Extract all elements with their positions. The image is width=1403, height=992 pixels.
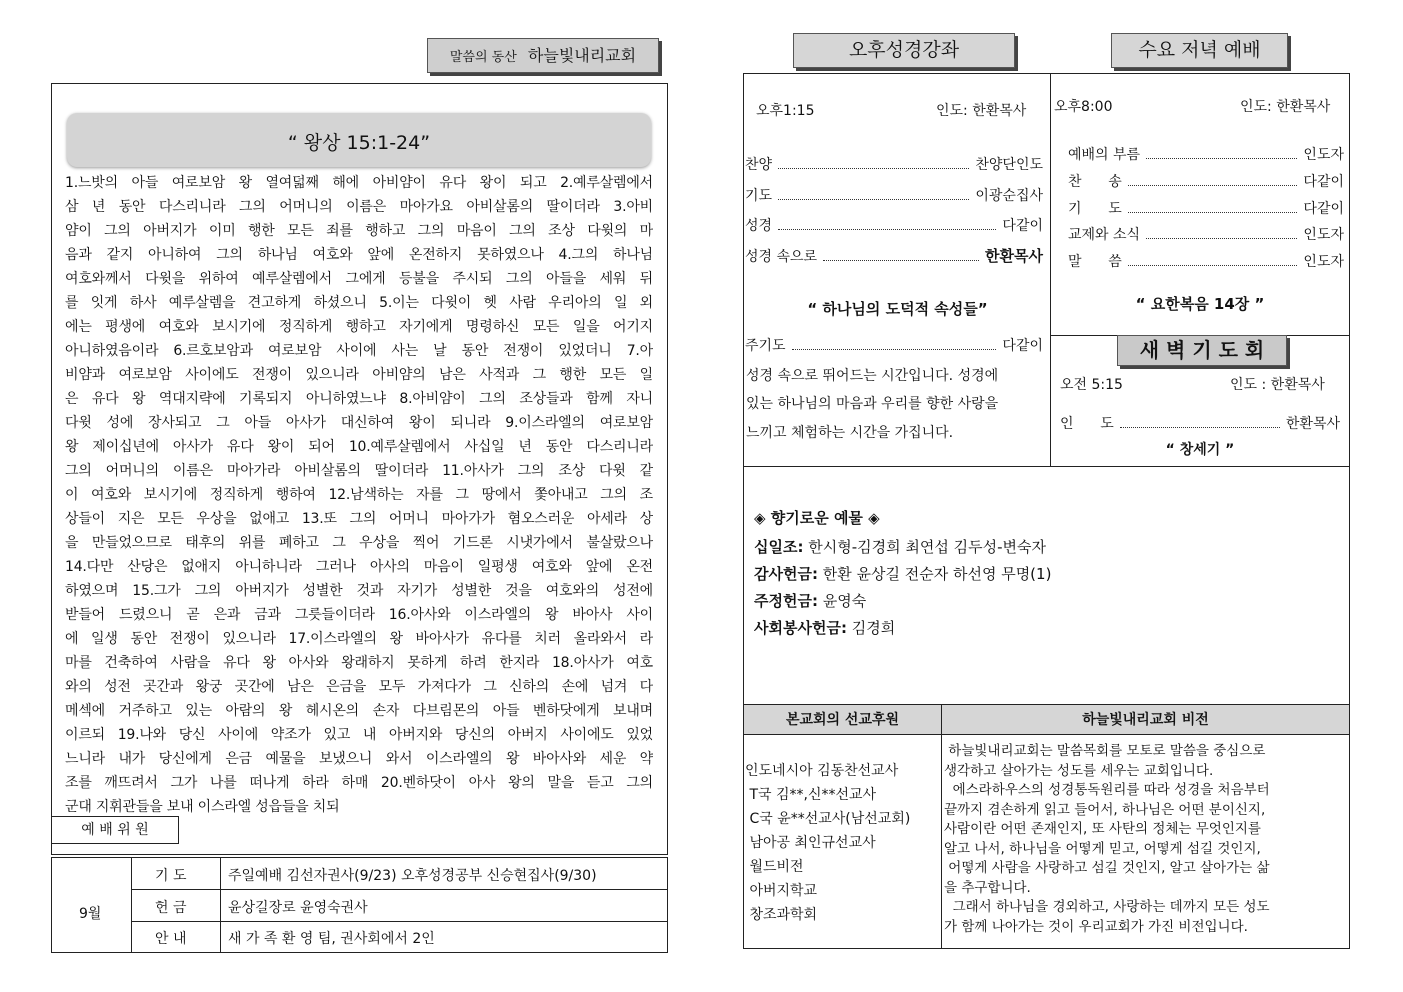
offering-row-social: 사회봉사헌금: 김경희 [754,619,896,637]
scripture-line: 에 일생 동안 전쟁이 있으니라 17.이스라엘의 왕 바아사가 유다를 치러 올라와서 라 [65,631,653,647]
vision-line: 하늘빛내리교회는 말씀목회를 모토로 말씀을 중심으로 [944,743,1266,759]
afternoon-description-line: 성경 속으로 뛰어드는 시간입니다. 성경에 [746,368,999,384]
worship-committee-title: 예 배 위 원 [81,822,149,838]
afternoon-item-prayer: 기도 이광순집사 [745,188,1043,204]
afternoon-description-line: 있는 하나님의 마음과 우리를 향한 사랑을 [746,396,999,412]
committee-people-offering: 윤상길장로 윤영숙권사 [228,900,368,916]
church-header [427,38,659,73]
afternoon-item-lords-prayer: 주기도 다같이 [745,338,1043,354]
wednesday-item-hymn: 찬 송 다같이 [1068,174,1344,190]
table-divider [131,921,668,922]
wednesday-item-call: 예배의 부름 인도자 [1068,147,1344,163]
vision-line: 을 추구합니다. [944,879,1031,896]
table-divider [131,889,668,890]
wednesday-time: 오후8:00 [1054,99,1113,115]
dawn-leader: 인도 : 한환목사 [1230,377,1325,393]
vision-line: 생각하고 살아가는 성도를 세우는 교회입니다. [944,762,1214,779]
missions-header: 본교회의 선교후원 [785,712,900,728]
scripture-line: 마를 건축하여 사람을 유다 왕 아사와 왕래하지 못하게 하려 한지라 18.아사가 여호 [65,655,653,671]
scripture-line: 삼 년 동안 다스리니라 그의 어머니의 이름은 마아가요 아비살롬의 딸이더라 3.아비 [65,199,653,215]
column-divider [941,704,942,949]
wednesday-item-sermon: 말 씀 인도자 [1068,254,1344,270]
scripture-title-banner [67,113,651,167]
afternoon-sermon-title: “ 하나님의 도덕적 속성들” [807,300,988,318]
wednesday-sermon-title: “ 요한복음 14장 ” [1135,295,1265,313]
dawn-item-leader: 인 도 한환목사 [1060,416,1340,432]
afternoon-item-into-bible: 성경 속으로 한환목사 [745,247,1043,265]
worship-committee-title-box [51,816,179,844]
wednesday-leader: 인도: 한환목사 [1240,99,1331,115]
vision-text [944,742,1346,937]
afternoon-title: 오후성경강좌 [848,39,960,61]
mission-item: 창조과학회 [745,907,818,923]
afternoon-item-praise: 찬양 찬양단인도 [745,157,1043,173]
committee-people-prayer: 주일예배 김선자권사(9/23) 오후성경공부 신승현집사(9/30) [228,868,597,884]
afternoon-title-pill [793,33,1015,68]
vision-line: 가 함께 나아가는 것이 우리교회가 가진 비전입니다. [944,918,1248,935]
vision-line: 사람이란 어떤 존재인지, 또 사탄의 정체는 무엇인지를 [944,821,1261,837]
mission-item: T국 김**,신**선교사 [745,787,877,803]
scripture-line: 이 여호와 보시기에 정직하게 행하여 12.남색하는 자를 그 땅에서 쫓아내고 그의 조 [65,487,653,503]
offering-row-weekly: 주정헌금: 윤영숙 [754,592,867,610]
section-divider [743,466,1350,467]
scripture-line: 은 유다 왕 역대지략에 기록되지 아니하였느냐 8.아비얌이 그의 조상들과 함께 자니 [65,391,653,407]
scripture-line: 느니라 내가 당신에게 은금 예물을 보냈으니 와서 이스라엘의 왕 바아사와 세운 약 [65,751,653,767]
mission-item: 월드비전 [745,859,804,875]
scripture-line: 그의 어머니의 이름은 마아가라 아비살롬의 딸이더라 11.아사가 그의 조상 다윗 같 [65,463,653,479]
offering-row-thanks: 감사헌금: 한환 윤상길 전순자 하선영 무명(1) [754,565,1052,583]
column-divider [1050,73,1051,466]
scripture-line: 비얌과 여로보암 사이에도 전쟁이 있으니라 아비얌의 남은 사적과 그 행한 모든 일 [65,367,653,383]
scripture-line: 14.다만 산당은 없애지 아니하니라 그러나 아사의 마음이 일평생 여호와 앞에 온전 [65,559,653,575]
vision-line: 그래서 하나님을 경외하고, 사랑하는 데까지 모든 성도 [944,899,1270,915]
vision-line: 에스라하우스의 성경통독원리를 따라 성경을 처음부터 [944,782,1270,798]
scripture-line: 아니하였음이라 6.르호보암과 여로보암 사이에 사는 날 동안 전쟁이 있었더니 7.아 [65,343,653,359]
church-motto: 말씀의 동산 [449,50,517,65]
committee-role-usher: 안 내 [155,931,187,947]
wednesday-title: 수요 저녁 예배 [1138,39,1261,61]
scripture-line: 메섹에 거주하고 있는 아람의 왕 헤시온의 손자 다브림몬의 아들 벤하닷에게 보내며 [65,703,653,719]
afternoon-item-bible: 성경 다같이 [745,218,1043,234]
offerings-heading: ◈ 향기로운 예물 ◈ [754,509,880,527]
wednesday-item-news: 교제와 소식 인도자 [1068,227,1344,243]
scripture-line: 에는 평생에 여호와 보시기에 정직하게 행하고 자기에게 명령하신 모든 일을 어기지 [65,319,653,335]
committee-people-usher: 새 가 족 환 영 팀, 권사회에서 2인 [228,931,435,947]
scripture-line: 를 잇게 하사 예루살렘을 견고하게 하셨으니 5.이는 다윗이 헷 사람 우리아의 일 외 [65,295,653,311]
vision-line: 알고 나서, 하나님을 어떻게 믿고, 어떻게 섬길 것인지, [944,840,1261,857]
table-divider [131,857,132,953]
scripture-line: 상들이 지은 모든 우상을 없애고 13.또 그의 어머니 마아가가 혐오스러운 아세라 상 [65,511,653,527]
scripture-line: 이르되 19.나와 당신 사이에 약조가 있고 내 아버지와 당신의 아버지 사이에도 있었 [65,727,653,743]
table-divider [220,857,221,953]
scripture-line: 군대 지휘관들을 보내 이스라엘 성읍들을 치되 [65,799,340,815]
scripture-line: 1.느밧의 아들 여로보암 왕 열여덟째 해에 아비얌이 유다 왕이 되고 2.예루살렘에서 [65,175,653,191]
scripture-text [65,171,653,819]
scripture-line: 하였으며 15.그가 그의 아버지가 성별한 것과 자기가 성별한 것을 여호와의 성전에 [65,583,653,599]
mission-item: 아버지학교 [745,883,818,899]
wednesday-item-prayer: 기 도 다같이 [1068,201,1344,217]
mission-item: C국 윤**선교사(남선교회) [745,811,911,827]
vision-line: 끝까지 겸손하게 읽고 들어서, 하나님은 어떤 분이신지, [944,801,1266,818]
committee-role-offering: 헌 금 [155,900,187,916]
church-name: 하늘빛내리교회 [527,46,637,65]
dawn-time: 오전 5:15 [1060,377,1123,393]
offering-row-tithe: 십일조: 한시형-김경희 최연섭 김두성-변숙자 [754,538,1046,556]
afternoon-time: 오후1:15 [756,103,815,119]
committee-role-prayer: 기 도 [155,868,187,884]
scripture-title: “ 왕상 15:1-24” [287,132,431,154]
scripture-line: 여호와께서 다윗을 위하여 예루살렘에서 그에게 등불을 주시되 그의 아들을 세워 뒤 [65,271,653,287]
scripture-line: 을 만들었으므로 태후의 위를 폐하고 그 우상을 찍어 기드론 시냇가에서 불살랐으나 [65,535,653,551]
scripture-line: 다윗 성에 장사되고 그 아들 아사가 대신하여 왕이 되니라 9.이스라엘의 여로보암 [65,415,653,431]
scripture-line: 왕 제이십년에 아사가 유다 왕이 되어 10.예루살렘에서 사십일 년 동안 다스리니라 [65,439,653,455]
dawn-book: “ 창세기 ” [1165,442,1235,458]
scripture-line: 와의 성전 곳간과 왕궁 곳간에 남은 은금을 모두 가져다가 그 신하의 손에 넘겨 다 [65,679,653,695]
mission-item: 남아공 최인규선교사 [745,835,876,851]
dawn-title: 새 벽 기 도 회 [1139,338,1265,362]
afternoon-leader: 인도: 한환목사 [936,103,1027,119]
scripture-line: 받들어 드렸으니 곧 은과 금과 그릇들이더라 16.아사와 이스라엘의 왕 바아사 사이 [65,607,653,623]
scripture-line: 음과 같지 아니하여 그의 하나님 여호와 앞에 온전하지 못하였으나 4.그의 하나님 [65,247,653,263]
vision-header: 하늘빛내리교회 비전 [1082,712,1209,728]
wednesday-title-pill [1111,33,1288,68]
dawn-title-pill [1117,335,1287,366]
vision-line: 어떻게 사람을 사랑하고 섬길 것인지, 알고 살아가는 삶 [944,860,1270,876]
scripture-line: 조를 깨뜨려서 그가 나를 떠나게 하라 하매 20.벤하닷이 아사 왕의 말을 듣고 그의 [65,775,653,791]
mission-item: 인도네시아 김동찬선교사 [745,763,899,779]
scripture-line: 얌이 그의 아버지가 이미 행한 모든 죄를 행하고 그의 마음이 그의 조상 다윗의 마 [65,223,653,239]
afternoon-description-line: 느끼고 체험하는 시간을 가집니다. [746,425,954,441]
committee-month: 9월 [79,906,102,922]
